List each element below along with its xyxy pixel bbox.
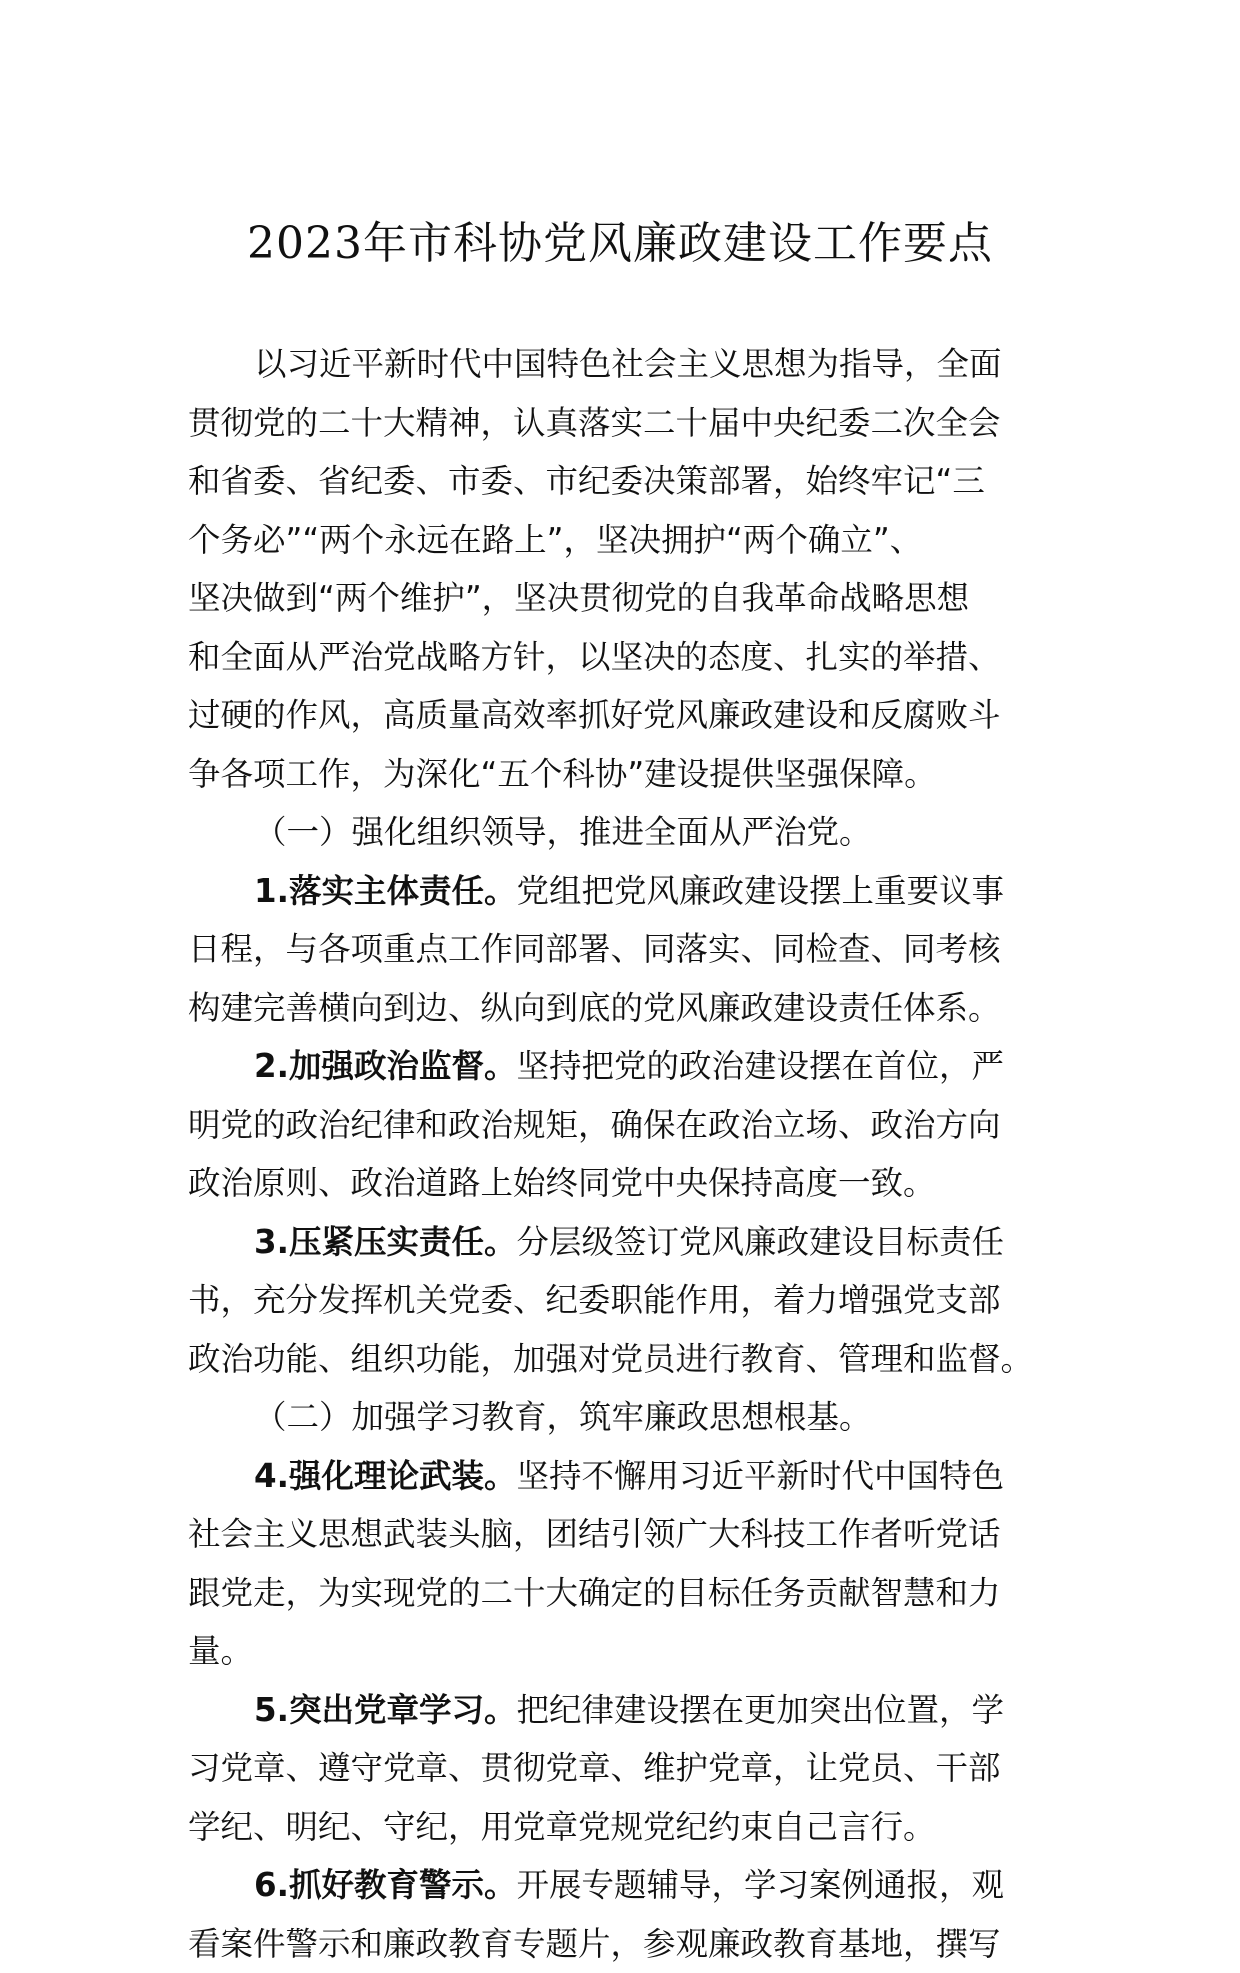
line-text: 贯彻党的二十大精神，认真落实二十届中央纪委二次全会 [188,404,1001,442]
paragraph-line [188,1505,1054,1564]
document-body [188,335,1054,1973]
paragraph-line [188,862,1054,921]
paragraph-line [188,1915,1054,1973]
paragraph-line [188,394,1054,453]
line-text: 学纪、明纪、守纪，用党章党规党纪约束自己言行。 [188,1808,936,1846]
line-text: 把纪律建设摆在更加突出位置，学 [516,1691,1004,1729]
paragraph-line [188,803,1054,862]
paragraph-line [188,1388,1054,1447]
paragraph-line [188,1739,1054,1798]
line-text: 明党的政治纪律和政治规矩，确保在政治立场、政治方向 [188,1106,1001,1144]
item-heading: 2.加强政治监督。 [254,1047,516,1085]
line-text: 和省委、省纪委、市委、市纪委决策部署，始终牢记“三 [188,462,985,500]
line-text: 争各项工作，为深化“五个科协”建设提供坚强保障。 [188,755,937,793]
paragraph-line [188,1447,1054,1506]
paragraph-line [188,1681,1054,1740]
item-heading: 1.落实主体责任。 [254,872,516,910]
paragraph-line [188,979,1054,1038]
paragraph-line [188,1271,1054,1330]
item-heading: 3.压紧压实责任。 [254,1223,516,1261]
line-text: 政治原则、政治道路上始终同党中央保持高度一致。 [188,1164,936,1202]
line-text: （二）加强学习教育，筑牢廉政思想根基。 [254,1398,872,1436]
paragraph-line [188,1213,1054,1272]
line-text: 看案件警示和廉政教育专题片，参观廉政教育基地，撰写 [188,1925,1001,1963]
paragraph-line [188,1330,1054,1389]
paragraph-line [188,1564,1054,1623]
item-heading: 4.强化理论武装。 [254,1457,516,1495]
line-text: （一）强化组织领导，推进全面从严治党。 [254,813,872,851]
line-text: 坚持不懈用习近平新时代中国特色 [516,1457,1004,1495]
line-text: 开展专题辅导，学习案例通报，观 [516,1866,1004,1904]
line-text: 党组把党风廉政建设摆上重要议事 [516,872,1004,910]
paragraph-line [188,1798,1054,1857]
paragraph-line [188,686,1054,745]
line-text: 书，充分发挥机关党委、纪委职能作用，着力增强党支部 [188,1281,1001,1319]
line-text: 以习近平新时代中国特色社会主义思想为指导，全面 [254,345,1002,383]
paragraph-line [188,1622,1054,1681]
line-text: 跟党走，为实现党的二十大确定的目标任务贡献智慧和力 [188,1574,1001,1612]
line-text: 习党章、遵守党章、贯彻党章、维护党章，让党员、干部 [188,1749,1001,1787]
line-text: 分层级签订党风廉政建设目标责任 [516,1223,1004,1261]
paragraph-line [188,1096,1054,1155]
paragraph-line [188,1037,1054,1096]
item-heading: 5.突出党章学习。 [254,1691,516,1729]
line-text: 和全面从严治党战略方针，以坚决的态度、扎实的举措、 [188,638,1001,676]
line-text: 日程，与各项重点工作同部署、同落实、同检查、同考核 [188,930,1001,968]
paragraph-line [188,920,1054,979]
paragraph-line [188,335,1054,394]
paragraph-line [188,511,1054,570]
line-text: 政治功能、组织功能，加强对党员进行教育、管理和监督。 [188,1340,1033,1378]
line-text: 量。 [188,1632,253,1670]
paragraph-line [188,745,1054,804]
paragraph-line [188,452,1054,511]
item-heading: 6.抓好教育警示。 [254,1866,516,1904]
line-text: 个务必”“两个永远在路上”，坚决拥护“两个确立”、 [188,521,922,559]
paragraph-line [188,569,1054,628]
paragraph-line [188,1154,1054,1213]
line-text: 社会主义思想武装头脑，团结引领广大科技工作者听党话 [188,1515,1001,1553]
document-title: 2023年市科协党风廉政建设工作要点 [0,214,1240,274]
line-text: 坚决做到“两个维护”，坚决贯彻党的自我革命战略思想 [188,579,969,617]
line-text: 过硬的作风，高质量高效率抓好党风廉政建设和反腐败斗 [188,696,1001,734]
paragraph-line [188,628,1054,687]
line-text: 构建完善横向到边、纵向到底的党风廉政建设责任体系。 [188,989,1001,1027]
paragraph-line [188,1856,1054,1915]
line-text: 坚持把党的政治建设摆在首位，严 [516,1047,1004,1085]
